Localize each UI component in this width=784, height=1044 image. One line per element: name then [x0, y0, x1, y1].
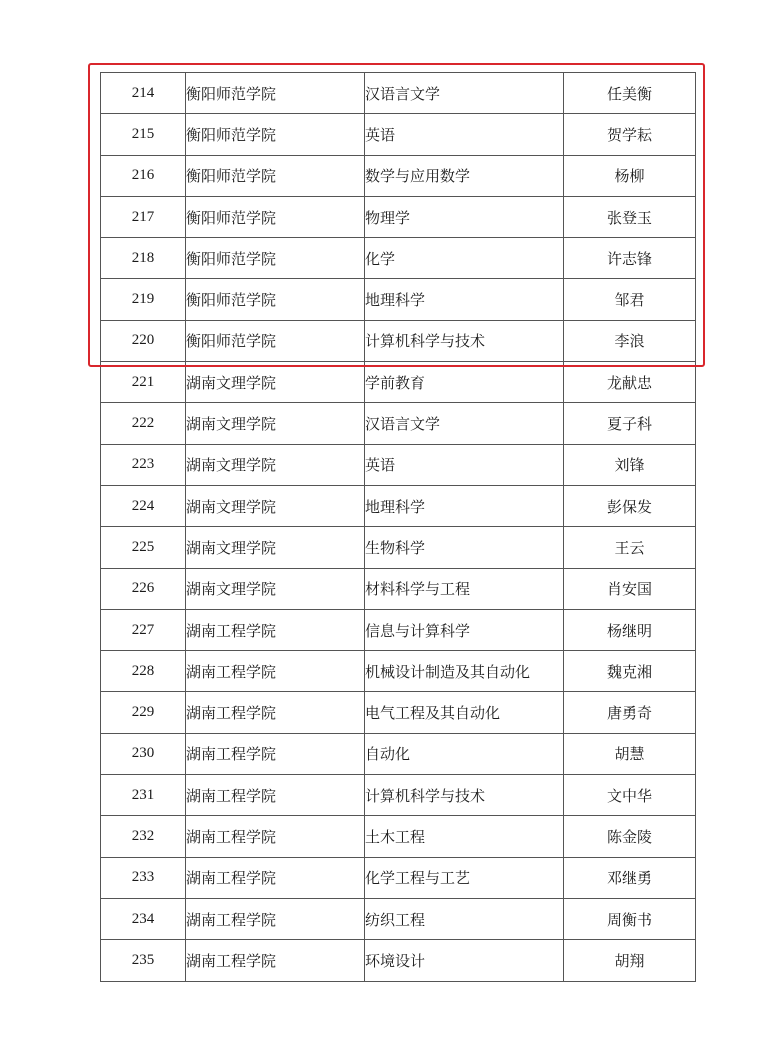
name-cell: 胡慧	[564, 733, 696, 774]
name-cell: 龙献忠	[564, 362, 696, 403]
major-cell: 化学工程与工艺	[365, 857, 564, 898]
row-number-cell: 218	[101, 238, 186, 279]
table-row	[101, 940, 696, 981]
name-cell: 任美衡	[564, 73, 696, 114]
table-row	[101, 114, 696, 155]
table-row	[101, 651, 696, 692]
row-number-cell: 220	[101, 320, 186, 361]
row-number-cell: 217	[101, 196, 186, 237]
row-number-cell: 230	[101, 733, 186, 774]
major-cell: 数学与应用数学	[365, 155, 564, 196]
major-cell: 化学	[365, 238, 564, 279]
table-row	[101, 857, 696, 898]
table-row	[101, 527, 696, 568]
school-cell: 湖南文理学院	[186, 485, 365, 526]
school-cell: 湖南文理学院	[186, 568, 365, 609]
major-cell: 汉语言文学	[365, 73, 564, 114]
table-row	[101, 238, 696, 279]
row-number-cell: 223	[101, 444, 186, 485]
row-number-cell: 225	[101, 527, 186, 568]
table-row	[101, 196, 696, 237]
row-number-cell: 229	[101, 692, 186, 733]
name-cell: 杨继明	[564, 609, 696, 650]
table-row	[101, 155, 696, 196]
name-cell: 杨柳	[564, 155, 696, 196]
row-number-cell: 235	[101, 940, 186, 981]
table-row	[101, 816, 696, 857]
school-cell: 衡阳师范学院	[186, 114, 365, 155]
row-number-cell: 226	[101, 568, 186, 609]
roster-table	[100, 72, 696, 982]
row-number-cell: 214	[101, 73, 186, 114]
major-cell: 土木工程	[365, 816, 564, 857]
row-number-cell: 233	[101, 857, 186, 898]
school-cell: 湖南工程学院	[186, 692, 365, 733]
name-cell: 邹君	[564, 279, 696, 320]
major-cell: 纺织工程	[365, 898, 564, 939]
name-cell: 李浪	[564, 320, 696, 361]
row-number-cell: 228	[101, 651, 186, 692]
school-cell: 湖南文理学院	[186, 527, 365, 568]
row-number-cell: 224	[101, 485, 186, 526]
name-cell: 肖安国	[564, 568, 696, 609]
major-cell: 生物科学	[365, 527, 564, 568]
school-cell: 湖南工程学院	[186, 940, 365, 981]
major-cell: 自动化	[365, 733, 564, 774]
school-cell: 湖南工程学院	[186, 857, 365, 898]
school-cell: 湖南文理学院	[186, 362, 365, 403]
school-cell: 衡阳师范学院	[186, 279, 365, 320]
major-cell: 电气工程及其自动化	[365, 692, 564, 733]
row-number-cell: 221	[101, 362, 186, 403]
roster-table-body	[101, 73, 696, 982]
table-row	[101, 279, 696, 320]
row-number-cell: 216	[101, 155, 186, 196]
major-cell: 汉语言文学	[365, 403, 564, 444]
table-row	[101, 898, 696, 939]
major-cell: 物理学	[365, 196, 564, 237]
school-cell: 湖南文理学院	[186, 403, 365, 444]
row-number-cell: 232	[101, 816, 186, 857]
name-cell: 张登玉	[564, 196, 696, 237]
major-cell: 机械设计制造及其自动化	[365, 651, 564, 692]
name-cell: 夏子科	[564, 403, 696, 444]
name-cell: 文中华	[564, 775, 696, 816]
name-cell: 刘锋	[564, 444, 696, 485]
major-cell: 计算机科学与技术	[365, 320, 564, 361]
name-cell: 彭保发	[564, 485, 696, 526]
table-row	[101, 320, 696, 361]
major-cell: 计算机科学与技术	[365, 775, 564, 816]
school-cell: 衡阳师范学院	[186, 320, 365, 361]
row-number-cell: 215	[101, 114, 186, 155]
school-cell: 湖南工程学院	[186, 816, 365, 857]
major-cell: 地理科学	[365, 485, 564, 526]
major-cell: 信息与计算科学	[365, 609, 564, 650]
row-number-cell: 227	[101, 609, 186, 650]
school-cell: 衡阳师范学院	[186, 196, 365, 237]
school-cell: 衡阳师范学院	[186, 155, 365, 196]
school-cell: 湖南工程学院	[186, 733, 365, 774]
major-cell: 英语	[365, 444, 564, 485]
name-cell: 邓继勇	[564, 857, 696, 898]
row-number-cell: 234	[101, 898, 186, 939]
row-number-cell: 231	[101, 775, 186, 816]
table-row	[101, 403, 696, 444]
major-cell: 学前教育	[365, 362, 564, 403]
row-number-cell: 222	[101, 403, 186, 444]
name-cell: 陈金陵	[564, 816, 696, 857]
school-cell: 湖南工程学院	[186, 651, 365, 692]
table-row	[101, 362, 696, 403]
name-cell: 周衡书	[564, 898, 696, 939]
table-row	[101, 609, 696, 650]
school-cell: 湖南工程学院	[186, 898, 365, 939]
major-cell: 地理科学	[365, 279, 564, 320]
school-cell: 衡阳师范学院	[186, 238, 365, 279]
table-row	[101, 73, 696, 114]
table-row	[101, 568, 696, 609]
name-cell: 贺学耘	[564, 114, 696, 155]
table-row	[101, 485, 696, 526]
major-cell: 材料科学与工程	[365, 568, 564, 609]
table-row	[101, 775, 696, 816]
table-row	[101, 444, 696, 485]
school-cell: 衡阳师范学院	[186, 73, 365, 114]
name-cell: 唐勇奇	[564, 692, 696, 733]
name-cell: 许志锋	[564, 238, 696, 279]
table-row	[101, 692, 696, 733]
major-cell: 环境设计	[365, 940, 564, 981]
school-cell: 湖南文理学院	[186, 444, 365, 485]
table-row	[101, 733, 696, 774]
name-cell: 胡翔	[564, 940, 696, 981]
row-number-cell: 219	[101, 279, 186, 320]
school-cell: 湖南工程学院	[186, 775, 365, 816]
name-cell: 魏克湘	[564, 651, 696, 692]
major-cell: 英语	[365, 114, 564, 155]
name-cell: 王云	[564, 527, 696, 568]
school-cell: 湖南工程学院	[186, 609, 365, 650]
